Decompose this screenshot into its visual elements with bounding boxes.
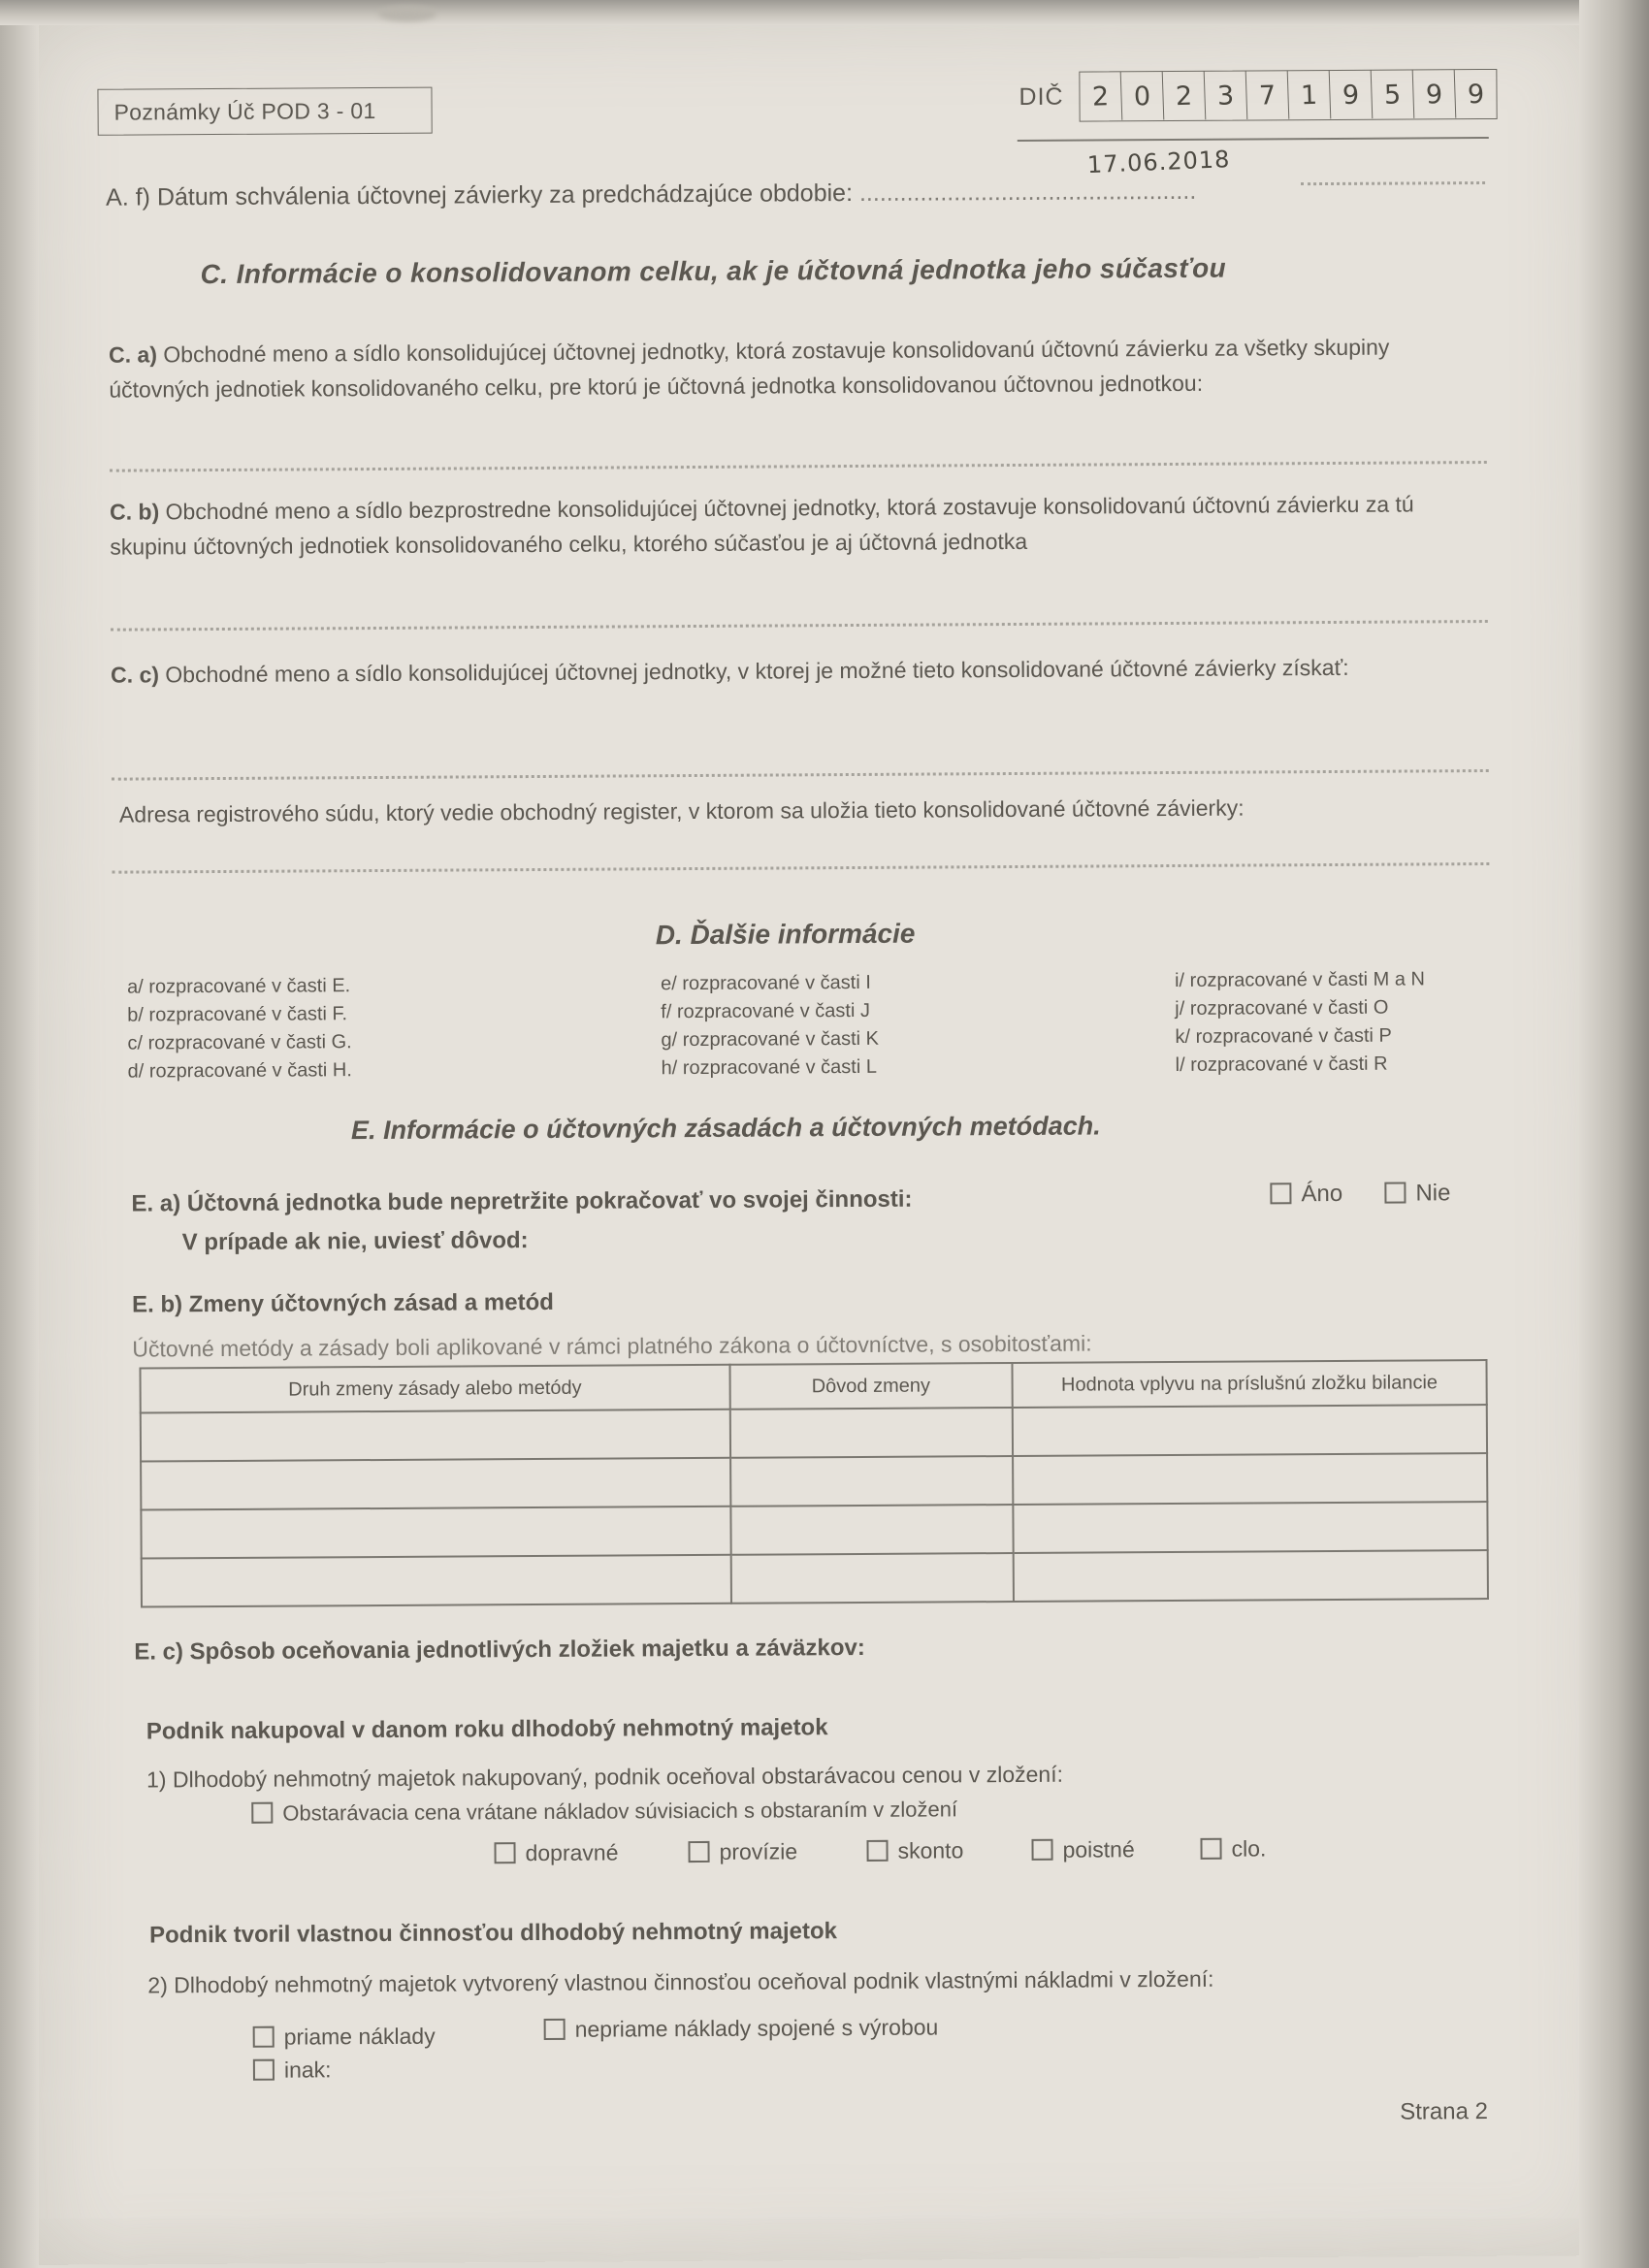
section-c-c-dotline[interactable] — [112, 769, 1489, 781]
section-d-item: a/ rozpracované v časti E. — [127, 975, 351, 998]
checkbox-icon[interactable] — [251, 1802, 273, 1824]
section-a-dotline — [1301, 181, 1485, 185]
checkbox-inak-label: inak: — [283, 2057, 332, 2083]
table-header-cell: Hodnota vplyvu na príslušnú zložku bilancie — [1012, 1360, 1486, 1408]
table-cell[interactable] — [729, 1408, 1013, 1458]
checkbox-icon[interactable] — [253, 2026, 275, 2048]
block1-item: 1) Dlhodobý nehmotný majetok nakupovaný, podnik oceňoval obstarávacou cenou v zložení: — [146, 1761, 1064, 1793]
table-cell[interactable] — [141, 1507, 730, 1559]
table-header-cell: Dôvod zmeny — [729, 1363, 1013, 1409]
section-d-item: c/ rozpracované v časti G. — [127, 1031, 352, 1054]
checkbox-ano[interactable] — [1270, 1181, 1342, 1208]
changes-table — [139, 1359, 1488, 1607]
section-d-item: i/ rozpracované v časti M a N — [1175, 968, 1426, 991]
dic-digit: 0 — [1121, 71, 1165, 120]
table-cell[interactable] — [730, 1553, 1014, 1604]
table-row[interactable] — [142, 1550, 1488, 1606]
section-c-registry-dotline[interactable] — [112, 862, 1489, 874]
section-c-heading: C. Informácie o konsolidovanom celku, ak je účtovná jednotka jeho súčasťou — [200, 252, 1227, 290]
table-row[interactable] — [141, 1453, 1487, 1509]
section-c-c-label: C. c) — [111, 662, 160, 688]
section-d-item: f/ rozpracované v časti J — [661, 999, 870, 1023]
section-e-heading: E. Informácie o účtovných zásadách a účtovných metódach. — [350, 1111, 1101, 1146]
section-d-column-1 — [127, 972, 352, 1085]
section-a-line — [106, 178, 1196, 212]
dic-grid[interactable] — [1079, 69, 1497, 122]
section-d-column-2 — [661, 969, 879, 1083]
table-cell[interactable] — [730, 1505, 1014, 1555]
section-c-a-dotline[interactable] — [110, 461, 1487, 472]
checkbox-icon[interactable] — [1031, 1839, 1052, 1861]
section-e-a-text: E. a) Účtovná jednotka bude nepretržite pokračovať vo svojej činnosti: — [131, 1185, 913, 1217]
table-header-cell: Druh zmeny zásady alebo metódy — [140, 1365, 729, 1413]
dic-digit: 1 — [1288, 70, 1332, 119]
table-cell[interactable] — [730, 1456, 1014, 1507]
checkbox-icon[interactable] — [1384, 1183, 1406, 1204]
dic-digit: 5 — [1372, 70, 1415, 119]
section-c-a-label: C. a) — [109, 341, 158, 368]
section-c-b-text: Obchodné meno a sídlo bezprostredne konsolidujúcej účtovnej jednotky, ktorá zostavuje konsolidovanú účtovnú závierku za tú skupinu účtovných jednotiek konsolidovaného celku, ktorého súčasťou je aj účtovná jednotka — [110, 491, 1414, 560]
checkbox-dopravne-label: dopravné — [525, 1839, 619, 1866]
block1-title: Podnik nakupoval v danom roku dlhodobý nehmotný majetok — [146, 1714, 828, 1745]
form-code-label: Poznámky Úč POD 3 - 01 — [113, 97, 376, 125]
table-cell[interactable] — [1013, 1502, 1487, 1553]
section-d-item: k/ rozpracované v časti P — [1175, 1024, 1392, 1048]
section-c-b-label: C. b) — [110, 499, 160, 525]
section-c-b — [110, 486, 1487, 565]
block2-item: 2) Dlhodobý nehmotný majetok vytvorený vlastnou činnosťou oceňoval podnik vlastnými nákladmi v zložení: — [147, 1965, 1214, 1998]
dic-label: DIČ — [1018, 82, 1064, 111]
table-row[interactable] — [141, 1405, 1487, 1461]
approval-date-handwritten: 17.06.2018 — [1086, 146, 1231, 179]
table-cell[interactable] — [142, 1555, 731, 1607]
checkbox-poistne-label: poistné — [1062, 1836, 1135, 1863]
section-a-dots: .................................................. — [858, 177, 1197, 207]
section-c-a — [109, 329, 1486, 407]
checkbox-icon[interactable] — [688, 1841, 709, 1863]
section-c-registry-text: Adresa registrového súdu, ktorý vedie obchodný register, v ktorom sa uložia tieto konsolidované účtovné závierky: — [118, 794, 1245, 827]
checkbox-priame-naklady[interactable] — [253, 2024, 436, 2051]
checkbox-nepriame-naklady-label: nepriame náklady spojené s výrobou — [574, 2014, 939, 2042]
checkbox-inak[interactable] — [253, 2057, 332, 2083]
checkbox-obstaravacia-cena-label: Obstarávacia cena vrátane nákladov súvisiacich s obstaraním v zložení — [282, 1797, 958, 1826]
checkbox-provizie[interactable] — [688, 1838, 797, 1865]
section-d-item: j/ rozpracované v časti O — [1175, 996, 1389, 1020]
section-d-column-3 — [1175, 965, 1426, 1080]
form-code-box — [97, 87, 432, 136]
checkbox-priame-naklady-label: priame náklady — [283, 2023, 436, 2050]
dic-digit: 9 — [1330, 70, 1374, 119]
checkbox-clo[interactable] — [1200, 1835, 1266, 1862]
dic-digit: 7 — [1246, 71, 1290, 120]
section-c-c — [111, 649, 1488, 693]
table-cell[interactable] — [1013, 1453, 1487, 1505]
page-number: Strana 2 — [1400, 2098, 1489, 2125]
section-e-c-text: E. c) Spôsob oceňovania jednotlivých zložiek majetku a záväzkov: — [134, 1634, 865, 1666]
checkbox-nie-label: Nie — [1415, 1180, 1451, 1207]
checkbox-skonto-label: skonto — [897, 1837, 964, 1863]
checkbox-obstaravacia-cena[interactable] — [251, 1797, 957, 1826]
checkbox-icon[interactable] — [253, 2059, 275, 2081]
form-content — [29, 0, 1624, 2260]
section-d-item: e/ rozpracované v časti I — [661, 971, 871, 995]
table-cell[interactable] — [1013, 1405, 1487, 1456]
checkbox-nepriame-naklady[interactable] — [544, 2014, 939, 2042]
checkbox-dopravne[interactable] — [494, 1840, 618, 1867]
block2-title: Podnik tvoril vlastnou činnosťou dlhodobý nehmotný majetok — [148, 1918, 838, 1949]
table-cell[interactable] — [141, 1409, 730, 1462]
dic-rule — [1018, 137, 1489, 142]
section-c-b-dotline[interactable] — [111, 620, 1488, 632]
checkbox-icon[interactable] — [1200, 1838, 1221, 1860]
section-c-c-text: Obchodné meno a sídlo konsolidujúcej účtovnej jednotky, v ktorej je možné tieto konsolidované účtovné závierky získať: — [165, 654, 1349, 688]
section-d-item: d/ rozpracované v časti H. — [127, 1059, 352, 1083]
section-e-a-subtext: V prípade ak nie, uviesť dôvod: — [181, 1227, 529, 1256]
section-e-b-note: Účtovné metódy a zásady boli aplikované v rámci platného zákona o účtovníctve, s osobitosťami: — [132, 1330, 1092, 1362]
section-a-text: A. f) Dátum schválenia účtovnej závierky za predchádzajúce obdobie: — [106, 179, 854, 211]
section-e-b-text: E. b) Zmeny účtovných zásad a metód — [132, 1288, 554, 1318]
dic-digit: 3 — [1205, 71, 1248, 120]
section-d-item: h/ rozpracované v časti L — [661, 1055, 878, 1080]
table-row[interactable] — [141, 1502, 1487, 1558]
dic-digit: 2 — [1163, 71, 1207, 120]
dic-digit: 2 — [1080, 72, 1123, 121]
checkbox-provizie-label: provízie — [719, 1838, 798, 1864]
dic-digit: 9 — [1413, 70, 1457, 119]
checkbox-icon[interactable] — [866, 1840, 888, 1862]
section-d-item: b/ rozpracované v časti F. — [127, 1003, 348, 1026]
checkbox-clo-label: clo. — [1231, 1835, 1267, 1862]
checkbox-nie[interactable] — [1384, 1180, 1450, 1207]
section-d-item: l/ rozpracované v časti R — [1175, 1053, 1388, 1076]
checkbox-icon[interactable] — [1270, 1183, 1291, 1204]
dic-digit: 9 — [1467, 79, 1485, 110]
section-d-heading: D. Ďalšie informácie — [655, 918, 916, 951]
checkbox-skonto[interactable] — [866, 1837, 963, 1864]
section-d-item: g/ rozpracované v časti K — [661, 1027, 880, 1052]
checkbox-icon[interactable] — [494, 1842, 515, 1863]
section-c-a-text: Obchodné meno a sídlo konsolidujúcej účtovnej jednotky, ktorá zostavuje konsolidovanú účtovnú závierku za všetky skupiny účtovných jednotiek konsolidovaného celku, pre ktorú je účtovná jednotka konsolidovanou účtovnou jednotkou: — [109, 334, 1390, 403]
checkbox-icon[interactable] — [544, 2019, 566, 2040]
table-cell[interactable] — [141, 1458, 730, 1510]
checkbox-poistne[interactable] — [1031, 1836, 1134, 1863]
checkbox-ano-label: Áno — [1301, 1180, 1343, 1208]
table-cell[interactable] — [1014, 1550, 1488, 1602]
